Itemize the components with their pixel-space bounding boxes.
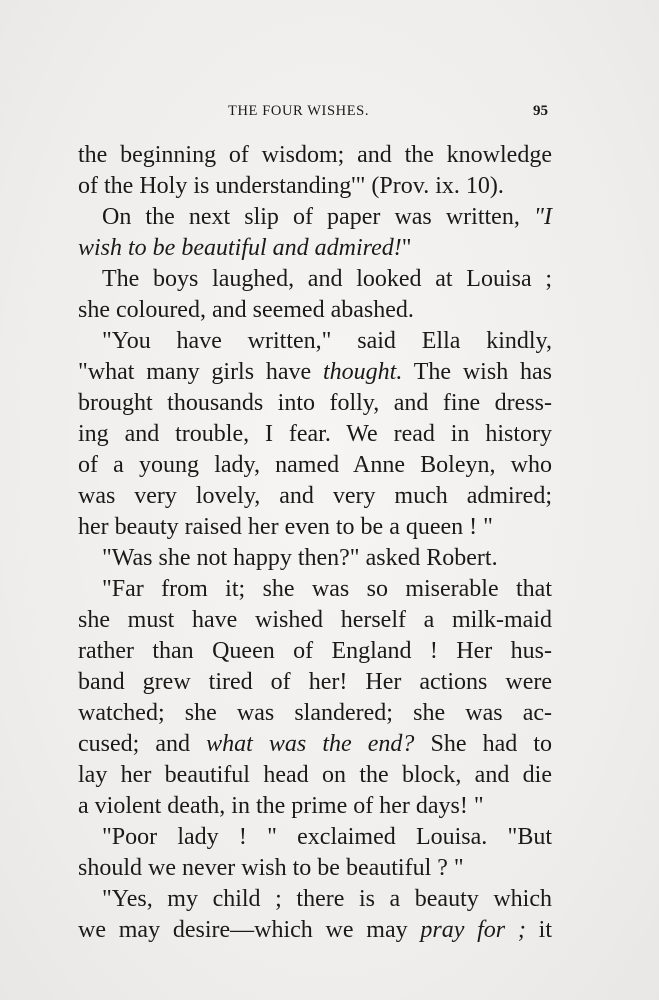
text-line: "You have written," said Ella kindly, <box>102 328 552 354</box>
text-line: lay her beautiful head on the block, and die <box>78 762 552 788</box>
body-text <box>78 140 552 946</box>
running-head-title: THE FOUR WISHES. <box>228 103 370 119</box>
text-line: "what many girls have thought. The wish has <box>78 359 552 385</box>
text-line: "Far from it; she was so miserable that <box>102 576 552 602</box>
text-line: was very lovely, and very much admired; <box>78 483 552 509</box>
text-line: of the Holy is understanding'" (Prov. ix. 10). <box>78 173 504 199</box>
text-line: of a young lady, named Anne Boleyn, who <box>78 452 552 478</box>
text-line: wish to be beautiful and admired!" <box>78 235 412 261</box>
text-line: rather than Queen of England ! Her hus- <box>78 638 552 664</box>
text-line: ing and trouble, I fear. We read in history <box>78 421 552 447</box>
text-line: "Poor lady ! " exclaimed Louisa. "But <box>102 824 552 850</box>
text-line: "Was she not happy then?" asked Robert. <box>102 545 498 571</box>
text-line: a violent death, in the prime of her days! " <box>78 793 484 819</box>
text-line: the beginning of wisdom; and the knowledge <box>78 142 552 168</box>
page-number: 95 <box>533 103 548 119</box>
text-line: "Yes, my child ; there is a beauty which <box>102 886 552 912</box>
text-line: band grew tired of her! Her actions were <box>78 669 552 695</box>
text-line: she coloured, and seemed abashed. <box>78 297 414 323</box>
text-line: cused; and what was the end? She had to <box>78 731 552 757</box>
text-line: watched; she was slandered; she was ac- <box>78 700 552 726</box>
text-line: On the next slip of paper was written, "I <box>102 204 552 230</box>
text-line: her beauty raised her even to be a queen ! " <box>78 514 493 540</box>
text-line: we may desire—which we may pray for ; it <box>78 917 552 943</box>
text-line: should we never wish to be beautiful ? " <box>78 855 464 881</box>
text-line: brought thousands into folly, and fine dress- <box>78 390 552 416</box>
text-line: she must have wished herself a milk-maid <box>78 607 552 633</box>
text-line: The boys laughed, and looked at Louisa ; <box>102 266 552 292</box>
